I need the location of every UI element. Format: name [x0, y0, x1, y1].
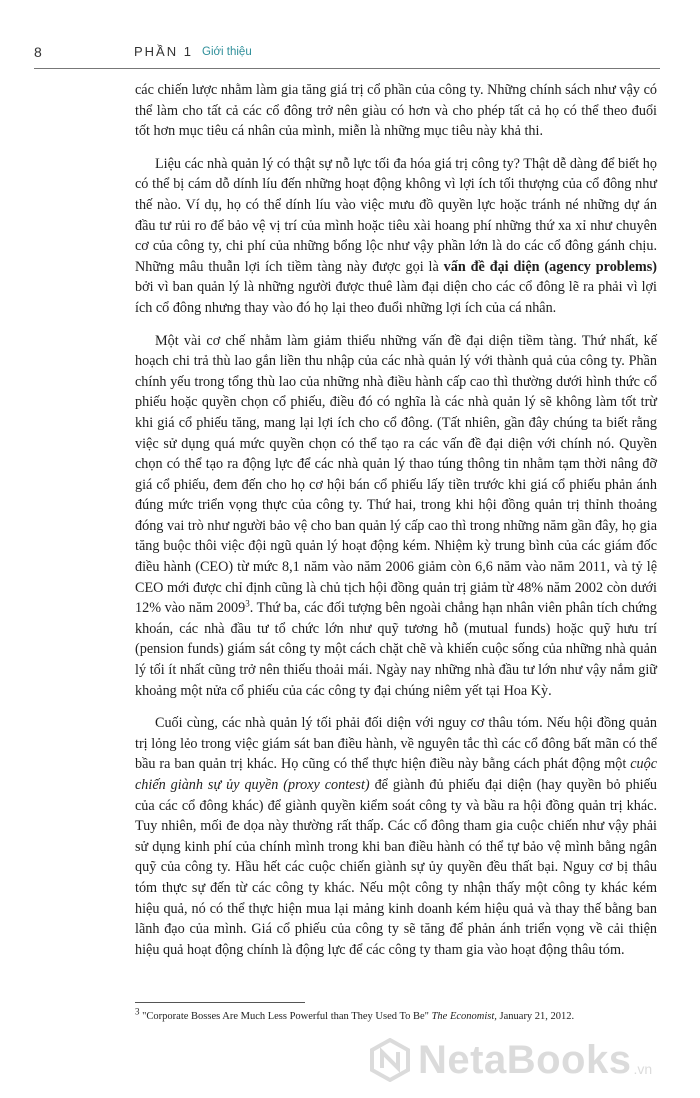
paragraph-3 — [135, 331, 657, 702]
part-label: PHẦN 1 — [134, 44, 193, 59]
page-number: 8 — [34, 44, 42, 60]
paragraph-4-text-b: để giành đủ phiếu đại diện (hay quyền bỏ phiếu của các cổ đông khác) để giành quyền kiểm soát công ty và bầu ra hội đồng quản trị khác. Tuy nhiên, mối đe dọa này thường rất thấp. Các cổ đông tham gia cuộc chiến như vậy phải sử dụng kinh phí của chính mình trong khi ban điều hành có thể tự bảo vệ mình bằng ngân quỹ của công ty. Hầu hết các cuộc chiến giành sự ủy quyền đều thất bại. Nguy cơ bị thâu tóm thực sự đến từ các công ty khác. Nếu một công ty nhận thấy một công ty khác kém hiệu quả, nó có thể thực hiện mua lại mảng kinh doanh kém hiệu quả và thay thế bằng ban lãnh đạo của mình. Giá cổ phiếu của công ty sẽ tăng để phản ánh triển vọng về cải thiện hiệu quả hoạt động chính là động lực để các công ty tham gia vào hoạt động thâu tóm. — [135, 777, 657, 958]
paragraph-3-text-a: Một vài cơ chế nhằm làm giảm thiểu những vấn đề đại diện tiềm tàng. Thứ nhất, kế hoạch chi trả thù lao gắn liền thu nhập của các nhà quản lý với thành quả của công ty. Phần chính yếu trong tổng thù lao của những nhà điều hành cấp cao thì thường dưới hình thức cổ phiếu hoặc quyền chọn cổ phiếu, điều đó có nghĩa là các nhà quản lý sẽ không làm tốt trừ khi giá cổ phiếu tăng, mang lại lợi ích cho cổ đông. (Tất nhiên, gần đây chúng ta biết rằng việc sử dụng quá mức quyền chọn có thể tạo ra các vấn đề đại diện với chính nó. Quyền chọn có thể tạo ra động lực để các nhà quản lý thao túng thông tin nhằm tạm thời nâng đỡ giá cổ phiếu, đem đến cho họ cơ hội bán cổ phiếu lấy tiền trước khi giá cổ phiếu phản ánh đúng mức triển vọng thực của công ty. Thứ hai, trong khi hội đồng quản trị thỉnh thoảng đóng vai trò như người bảo vệ cho ban quản lý cấp cao thì trong những năm gần đây, họ gia tăng buộc thôi việc đội ngũ quản lý hoạt động kém. Nhiệm kỳ trung bình của các giám đốc điều hành (CEO) từ mức 8,1 năm vào năm 2006 giảm còn 6,6 năm vào năm 2011, và tỷ lệ CEO mới được chỉ định cũng là chủ tịch hội đồng quản trị giảm từ 48% năm 2002 còn dưới 12% vào năm 2009 — [135, 332, 657, 617]
paragraph-4-text-a: Cuối cùng, các nhà quản lý tối phải đối diện với nguy cơ thâu tóm. Nếu hội đồng quản trị lỏng lẻo trong việc giám sát ban điều hành, về nguyên tắc thì các cổ đông bất mãn có thể bầu ra ban quản trị khác. Họ cũng có thể thực hiện điều này bằng cách phát động một — [135, 715, 657, 773]
proxy-contest-term: cuộc chiến giành sự ủy quyền (proxy contest) — [135, 756, 657, 793]
footnote-divider — [135, 1002, 305, 1003]
paragraph-1-text: các chiến lược nhằm làm gia tăng giá trị cổ phần của công ty. Những chính sách như vậy có thể làm cho tất cả các cổ đông trở nên giàu có hơn và cho phép tất cả họ có thể theo đuổi tốt hơn mục tiêu cá nhân của mình, miễn là những mục tiêu này khả thi. — [135, 82, 657, 140]
footnote-number: 3 — [135, 1006, 140, 1017]
page-header — [34, 40, 660, 62]
paragraph-2-text-a: Liệu các nhà quản lý có thật sự nỗ lực tối đa hóa giá trị công ty? Thật dễ dàng để biết họ có thể bị cám dỗ dính líu đến những hoạt động không vì lợi ích tối thượng của cổ đông như thế nào. Ví dụ, họ có thể dính líu vào việc mưu đồ quyền lực hoặc tránh né những dự án đầu tư rủi ro để bảo vệ vị trí của mình hoặc tiêu xài hoang phí những thứ xa xỉ như chuyên cơ của công ty, chi phí của những bổng lộc như vậy phần lớn là do các cổ đông gánh chịu. Những mâu thuẫn lợi ích tiềm tàng này được gọi là — [135, 155, 657, 275]
footnote-source: The Economist, — [431, 1011, 497, 1022]
footnote-marker[interactable]: 3 — [245, 598, 250, 609]
paragraph-4 — [135, 713, 657, 960]
agency-problems-term: vấn đề đại diện (agency problems) — [443, 258, 658, 275]
footnote-date: January 21, 2012. — [496, 1011, 575, 1022]
netabooks-logo-icon — [368, 1038, 412, 1082]
paragraph-3-text-b: . Thứ ba, các đối tượng bên ngoài chẳng hạn nhân viên phân tích chứng khoán, các nhà đầu tư tổ chức lớn như quỹ tương hỗ (mutual funds) hoặc quỹ hưu trí (pension funds) giám sát công ty một cách chặt chẽ và khiến cuộc sống của những nhà quản lý tối ít nhất cũng trở nên thiếu thoải mái. Ngày nay những nhà đầu tư lớn như vậy nắm giữ khoảng một nửa cổ phiếu của các công ty đại chúng niêm yết tại Hoa Kỳ. — [135, 600, 657, 699]
body-text — [135, 80, 657, 972]
footnote-title: "Corporate Bosses Are Much Less Powerful than They Used To Be" — [139, 1011, 432, 1022]
watermark-brand: NetaBooks — [418, 1037, 632, 1082]
watermark — [368, 1030, 688, 1090]
header-divider — [34, 68, 660, 69]
watermark-suffix: .vn — [633, 1061, 653, 1077]
paragraph-2 — [135, 154, 657, 319]
paragraph-1 — [135, 80, 657, 142]
paragraph-2-text-b: bởi vì ban quản lý là những người được thuê làm đại diện cho các cổ đông lẽ ra phải vì lợi ích cổ đông nhưng thay vào đó họ lại theo đuổi những lợi ích của cá nhân. — [135, 279, 657, 316]
footnote — [135, 1006, 675, 1024]
section-title: Giới thiệu — [202, 46, 252, 58]
